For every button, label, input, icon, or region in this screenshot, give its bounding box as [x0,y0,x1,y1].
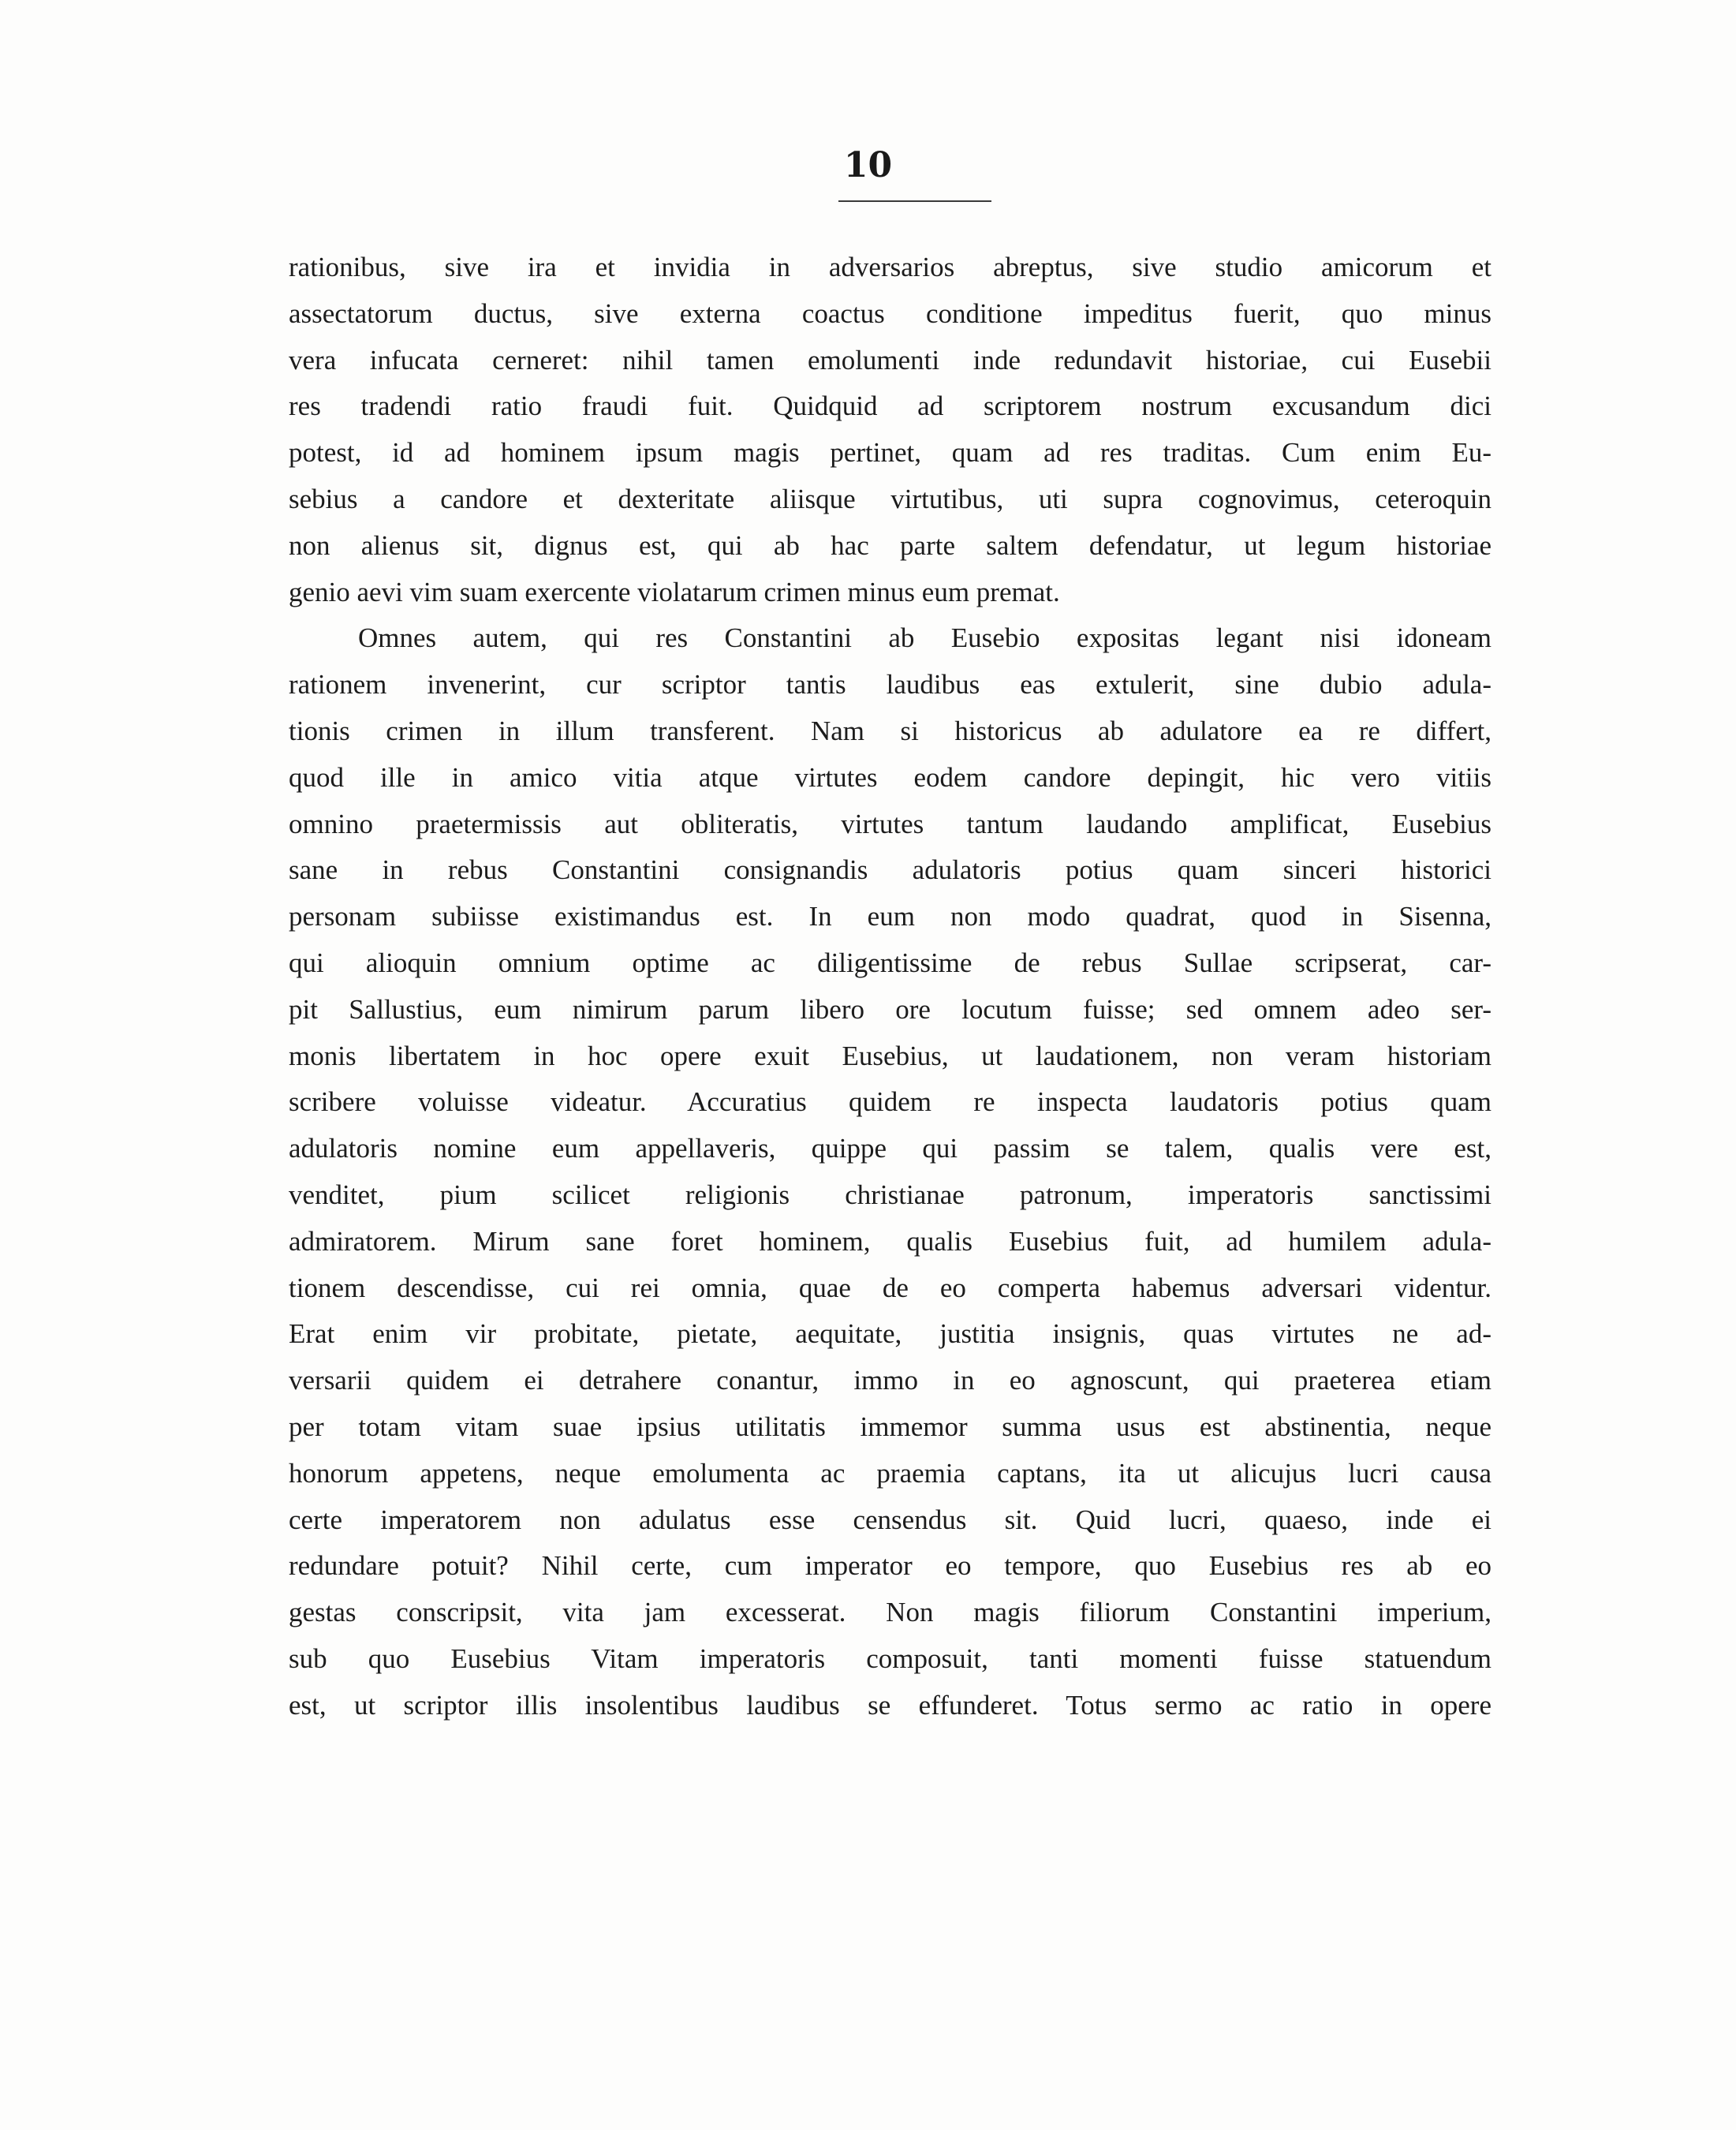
text-line: Omnes autem, qui res Constantini ab Eusebio expositas legant nisi idoneam [358,622,1491,654]
text-line: sub quo Eusebius Vitam imperatoris composuit, tanti momenti fuisse statuendum [289,1642,1491,1674]
text-line: monis libertatem in hoc opere exuit Eusebius, ut laudationem, non veram historiam [289,1040,1491,1071]
body-text [289,245,1491,1729]
text-line: sane in rebus Constantini consignandis adulatoris potius quam sinceri historici [289,854,1491,886]
text-line: vera infucata cerneret: nihil tamen emolumenti inde redundavit historiae, cui Eusebii [289,344,1491,376]
text-line: venditet, pium scilicet religionis christianae patronum, imperatoris sanctissimi [289,1179,1491,1210]
text-line: sebius a candore et dexteritate aliisque virtutibus, uti supra cognovimus, ceteroquin [289,483,1491,514]
text-line: gestas conscripsit, vita jam excesserat. Non magis filiorum Constantini imperium, [289,1597,1491,1628]
text-line: potest, id ad hominem ipsum magis pertinet, quam ad res traditas. Cum enim Eu- [289,437,1491,469]
text-line: omnino praetermissis aut obliteratis, virtutes tantum laudando amplificat, Eusebius [289,808,1491,839]
text-line: tionem descendisse, cui rei omnia, quae de eo comperta habemus adversari videntur. [289,1272,1491,1303]
text-line: assectatorum ductus, sive externa coactus conditione impeditus fuerit, quo minus [289,297,1491,329]
text-line: res tradendi ratio fraudi fuit. Quidquid ad scriptorem nostrum excusandum dici [289,390,1491,422]
text-line: qui alioquin omnium optime ac diligentissime de rebus Sullae scripserat, car- [289,947,1491,978]
header-rule [838,200,991,202]
text-line: quod ille in amico vitia atque virtutes eodem candore depingit, hic vero vitiis [289,761,1491,793]
text-line: personam subiisse existimandus est. In eum non modo quadrat, quod in Sisenna, [289,901,1491,932]
text-line: rationibus, sive ira et invidia in adversarios abreptus, sive studio amicorum et [289,252,1491,282]
text-line: non alienus sit, dignus est, qui ab hac parte saltem defendatur, ut legum historiae [289,529,1491,561]
text-line: redundare potuit? Nihil certe, cum imperator eo tempore, quo Eusebius res ab eo [289,1550,1491,1582]
text-line: adulatoris nomine eum appellaveris, quippe qui passim se talem, qualis vere est, [289,1133,1491,1164]
text-line: per totam vitam suae ipsius utilitatis immemor summa usus est abstinentia, neque [289,1411,1491,1442]
text-line: honorum appetens, neque emolumenta ac praemia captans, ita ut alicujus lucri causa [289,1457,1491,1489]
text-line: Erat enim vir probitate, pietate, aequitate, justitia insignis, quas virtutes ne ad- [289,1318,1491,1350]
text-line: admiratorem. Mirum sane foret hominem, qualis Eusebius fuit, ad humilem adula- [289,1225,1491,1257]
text-line: pit Sallustius, eum nimirum parum libero ore locutum fuisse; sed omnem adeo ser- [289,993,1491,1025]
text-line: tionis crimen in illum transferent. Nam si historicus ab adulatore ea re differt, [289,715,1491,746]
text-line: rationem invenerint, cur scriptor tantis laudibus eas extulerit, sine dubio adula- [289,669,1491,701]
page-number: 10 [843,145,893,185]
text-line: genio aevi vim suam exercente violatarum crimen minus eum premat. [289,576,1060,607]
text-line: certe imperatorem non adulatus esse censendus sit. Quid lucri, quaeso, inde ei [289,1504,1491,1535]
text-line: est, ut scriptor illis insolentibus laudibus se effunderet. Totus sermo ac ratio in opere [289,1689,1491,1721]
text-line: scribere voluisse videatur. Accuratius quidem re inspecta laudatoris potius quam [289,1086,1491,1118]
text-line: versarii quidem ei detrahere conantur, immo in eo agnoscunt, qui praeterea etiam [289,1365,1491,1396]
